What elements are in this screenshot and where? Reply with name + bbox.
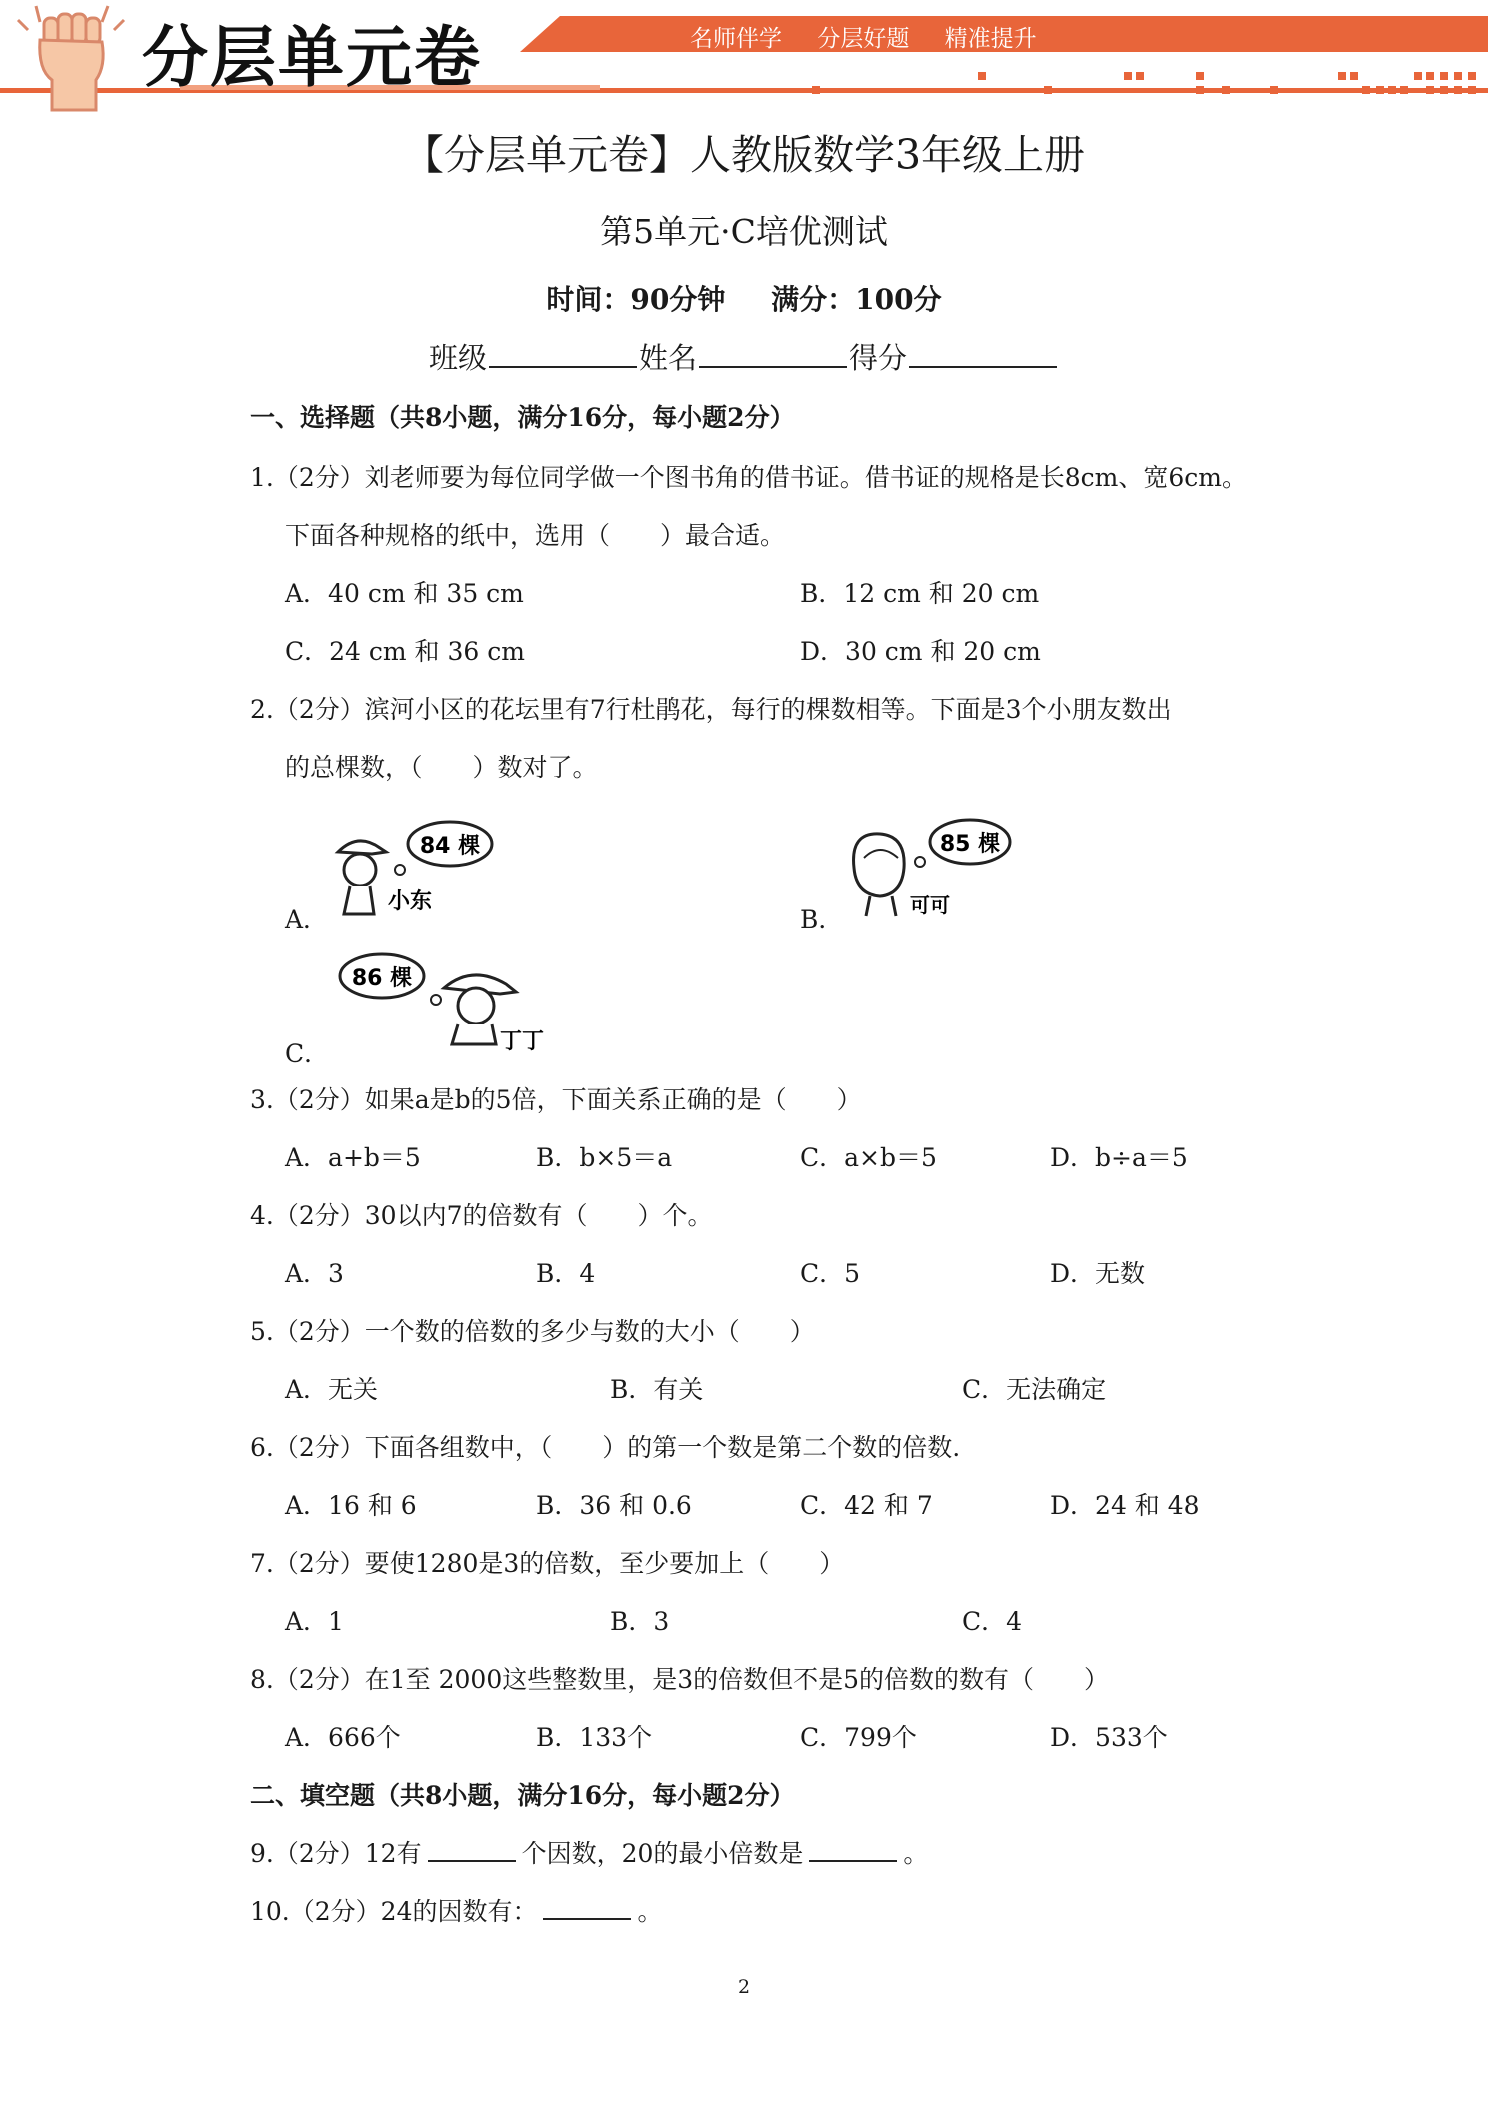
- q9-line: [250, 1834, 928, 1870]
- q4-option-d[interactable]: D．无数: [1050, 1259, 1146, 1288]
- q9-blank-2[interactable]: [809, 1840, 897, 1862]
- exam-time: 时间：90分钟: [546, 283, 726, 316]
- q10-text-b: 。: [637, 1897, 663, 1926]
- q1-text-line1: 1.（2分）刘老师要为每位同学做一个图书角的借书证。借书证的规格是长8cm、宽6cm。: [250, 463, 1247, 492]
- q3-text: 3.（2分）如果a是b的5倍，下面关系正确的是（ ）: [250, 1085, 862, 1114]
- page-subtitle: 第5单元·C培优测试: [600, 212, 888, 251]
- q2-text-line1: 2.（2分）滨河小区的花坛里有7行杜鹃花，每行的棵数相等。下面是3个小朋友数出: [250, 695, 1172, 724]
- q2-text-line2: 的总棵数，（ ）数对了。: [285, 753, 598, 782]
- name-label: 姓名: [638, 341, 697, 375]
- q7-option-a[interactable]: A．1: [285, 1607, 344, 1636]
- q4-text: 4.（2分）30以内7的倍数有（ ）个。: [250, 1201, 713, 1230]
- q9-text-c: 。: [903, 1839, 929, 1868]
- q9-blank-1[interactable]: [428, 1840, 516, 1862]
- score-blank[interactable]: [909, 342, 1057, 368]
- q10-line: [250, 1892, 663, 1928]
- q6-option-c[interactable]: C．42 和 7: [800, 1491, 933, 1520]
- q6-option-d[interactable]: D．24 和 48: [1050, 1491, 1200, 1520]
- page-header: [0, 0, 1488, 112]
- q2-option-c[interactable]: C．: [285, 1039, 330, 1068]
- q8-option-d[interactable]: D．533个: [1050, 1723, 1168, 1752]
- header-slogans: [690, 20, 1065, 53]
- q4-option-a[interactable]: A．3: [285, 1259, 344, 1288]
- q10-text-a: 10.（2分）24的因数有：: [250, 1897, 538, 1926]
- q1-option-c[interactable]: C．24 cm 和 36 cm: [285, 637, 525, 666]
- q7-option-b[interactable]: B．3: [610, 1607, 670, 1636]
- q6-option-b[interactable]: B．36 和 0.6: [536, 1491, 692, 1520]
- q1-option-d[interactable]: D．30 cm 和 20 cm: [800, 637, 1041, 666]
- slogan-2: 分层好题: [817, 26, 910, 52]
- q5-option-b[interactable]: B．有关: [610, 1375, 704, 1404]
- exam-full-score: 满分：100分: [771, 283, 942, 316]
- q2-option-a[interactable]: A．: [285, 905, 329, 934]
- page-title: 【分层单元卷】人教版数学3年级上册: [402, 131, 1086, 179]
- q4-option-b[interactable]: B．4: [536, 1259, 596, 1288]
- exam-meta: [0, 278, 1488, 318]
- q3-option-d[interactable]: D．b÷a＝5: [1050, 1143, 1188, 1172]
- q3-option-b[interactable]: B．b×5＝a: [536, 1143, 673, 1172]
- q8-option-c[interactable]: C．799个: [800, 1723, 917, 1752]
- q2-option-b[interactable]: B．: [800, 905, 844, 934]
- bubble-86: 86 棵: [351, 966, 413, 991]
- fist-logo-icon: [10, 0, 130, 112]
- boy-xiaodong-illustration: [328, 818, 528, 922]
- brand-title: 分层单元卷: [142, 19, 482, 96]
- q3-option-c[interactable]: C．a×b＝5: [800, 1143, 937, 1172]
- class-blank[interactable]: [489, 342, 637, 368]
- bubble-85: 85 棵: [939, 832, 1001, 857]
- score-label: 得分: [849, 341, 908, 375]
- q4-option-c[interactable]: C．5: [800, 1259, 861, 1288]
- slogan-1: 名师伴学: [690, 26, 782, 52]
- q8-option-b[interactable]: B．133个: [536, 1723, 653, 1752]
- q6-option-a[interactable]: A．16 和 6: [285, 1491, 417, 1520]
- slogan-3: 精准提升: [944, 26, 1037, 52]
- q10-blank[interactable]: [543, 1898, 631, 1920]
- class-label: 班级: [428, 341, 487, 375]
- q6-text: 6.（2分）下面各组数中，（ ）的第一个数是第二个数的倍数.: [250, 1433, 961, 1462]
- q1-option-b[interactable]: B．12 cm 和 20 cm: [800, 579, 1040, 608]
- q7-text: 7.（2分）要使1280是3的倍数，至少要加上（ ）: [250, 1549, 845, 1578]
- bubble-84: 84 棵: [419, 834, 481, 859]
- q7-option-c[interactable]: C．4: [962, 1607, 1023, 1636]
- q8-option-a[interactable]: A．666个: [285, 1723, 401, 1752]
- q3-option-a[interactable]: A．a+b＝5: [285, 1143, 421, 1172]
- q9-text-b: 个因数，20的最小倍数是: [521, 1839, 804, 1868]
- q5-text: 5.（2分）一个数的倍数的多少与数的大小（ ）: [250, 1317, 815, 1346]
- name-dingding: 丁丁: [500, 1029, 545, 1054]
- section1-heading: 一、选择题（共8小题，满分16分，每小题2分）: [250, 403, 795, 432]
- section2-heading: 二、填空题（共8小题，满分16分，每小题2分）: [250, 1781, 795, 1810]
- q5-option-a[interactable]: A．无关: [285, 1375, 379, 1404]
- student-info-line: [0, 336, 1488, 377]
- boy-dingding-illustration: [332, 944, 562, 1056]
- q1-option-a[interactable]: A．40 cm 和 35 cm: [285, 579, 524, 608]
- q9-text-a: 9.（2分）12有: [250, 1839, 422, 1868]
- name-xiaodong: 小东: [388, 889, 433, 914]
- girl-keke-illustration: [840, 812, 1040, 922]
- name-blank[interactable]: [699, 342, 847, 368]
- q8-text: 8.（2分）在1至 2000这些整数里，是3的倍数但不是5的倍数的数有（ ）: [250, 1665, 1110, 1694]
- page-number: 2: [737, 1976, 751, 1998]
- q1-text-line2: 下面各种规格的纸中，选用（ ）最合适。: [285, 521, 786, 550]
- q5-option-c[interactable]: C．无法确定: [962, 1375, 1107, 1404]
- name-keke: 可可: [910, 893, 950, 917]
